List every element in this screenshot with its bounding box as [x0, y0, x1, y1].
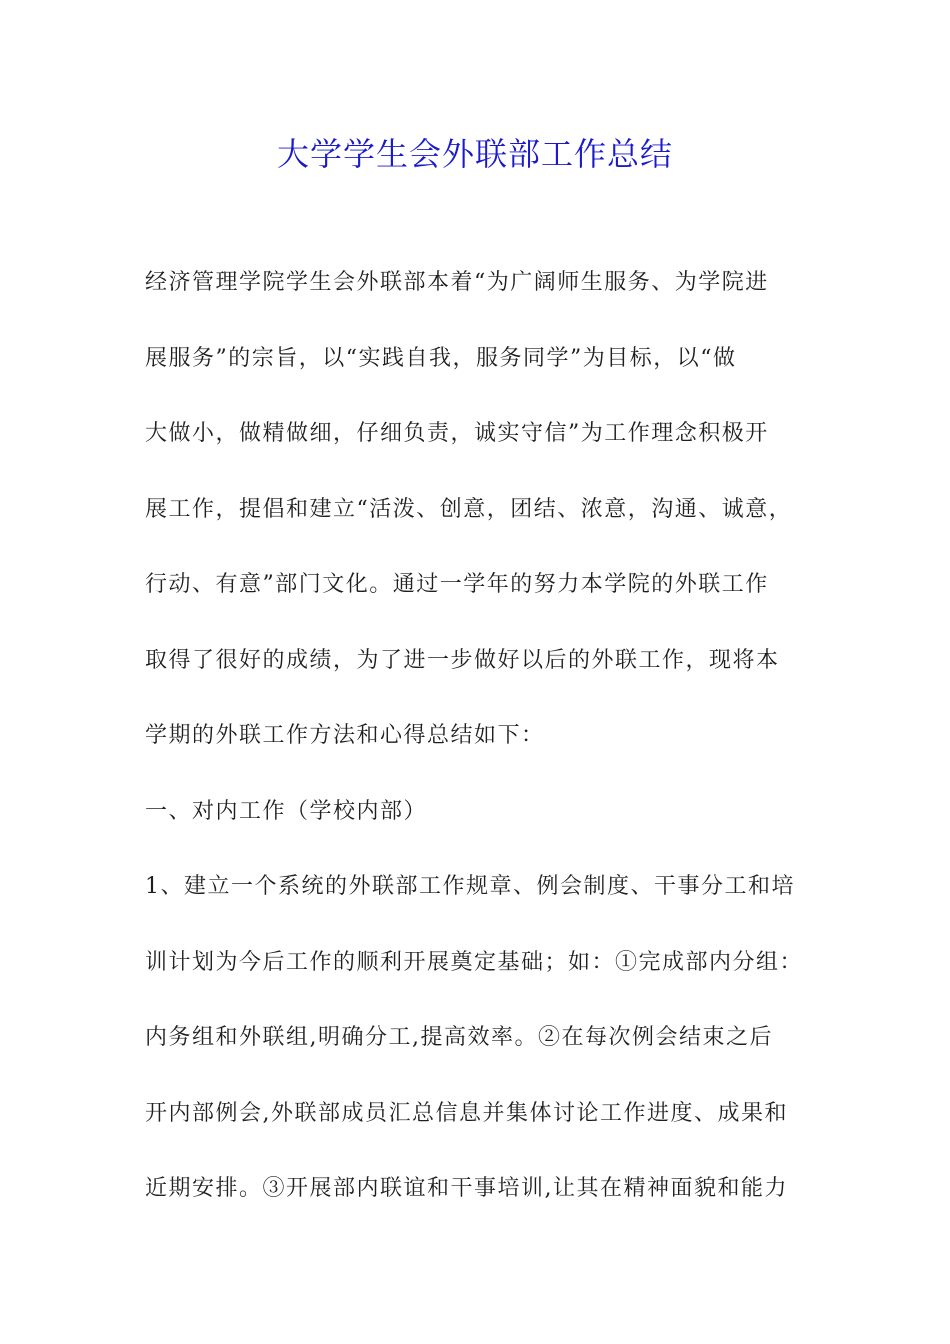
section-heading: 一、对内工作（学校内部）	[145, 798, 428, 824]
paragraph-line: 内务组和外联组,明确分工,提高效率。②在每次例会结束之后	[145, 1025, 773, 1050]
paragraph-line: 学期的外联工作方法和心得总结如下：	[145, 723, 545, 748]
paragraph-line: 1、建立一个系统的外联部工作规章、例会制度、干事分工和培	[145, 874, 795, 899]
paragraph-line: 取得了很好的成绩，为了进一步做好以后的外联工作，现将本	[145, 647, 780, 673]
document-title: 大学学生会外联部工作总结	[276, 135, 673, 173]
paragraph-line: 训计划为今后工作的顺利开展奠定基础；如：①完成部内分组：	[145, 949, 804, 975]
paragraph-line: 大做小，做精做细，仔细负责，诚实守信”为工作理念积极开	[145, 421, 769, 446]
document-body	[145, 258, 815, 1240]
paragraph-line: 展服务”的宗旨，以“实践自我，服务同学”为目标，以“做	[145, 345, 737, 371]
paragraph-line: 开内部例会,外联部成员汇总信息并集体讨论工作进度、成果和	[145, 1100, 788, 1126]
paragraph-line: 近期安排。③开展部内联谊和干事培训,让其在精神面貌和能力	[145, 1176, 788, 1201]
paragraph-line: 展工作，提倡和建立“活泼、创意，团结、浓意，沟通、诚意，	[145, 496, 793, 522]
paragraph-line: 经济管理学院学生会外联部本着“为广阔师生服务、为学院进	[145, 270, 769, 295]
paragraph-line: 行动、有意”部门文化。通过一学年的努力本学院的外联工作	[145, 572, 769, 597]
